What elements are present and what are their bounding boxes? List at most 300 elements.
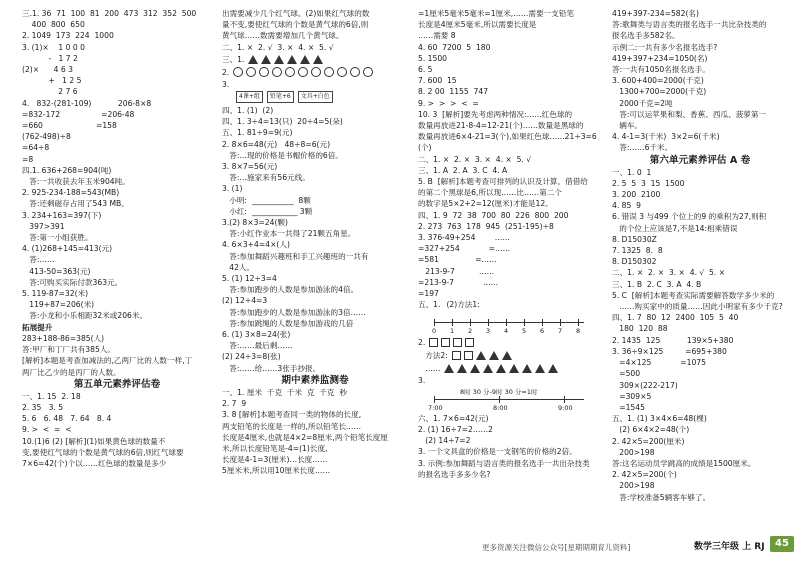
answer-text: 四、1. (1) (2)	[222, 106, 274, 116]
triangle-shape	[457, 364, 467, 373]
answer-text: =309×5	[612, 391, 652, 401]
answer-text: 4. (1)268+145=413(元)	[22, 244, 113, 254]
answer-text: 9. > > > < =	[418, 98, 479, 108]
triangle-shape	[489, 351, 499, 360]
answer-line	[222, 8, 408, 19]
answer-line	[22, 243, 212, 254]
card-box: 4课+组	[236, 91, 263, 103]
answer-text: 200>198	[612, 481, 655, 491]
answer-line	[418, 446, 604, 457]
triangle-shape	[261, 55, 271, 64]
answer-text: 42人。	[222, 262, 255, 272]
answer-text: 5. (1) 12÷3=4	[222, 274, 277, 284]
answer-text: 一、1. 15 2. 18	[22, 391, 81, 401]
answer-text: 答:可购买实际付款363元。	[22, 277, 123, 287]
answer-line	[22, 165, 212, 176]
answer-line	[612, 346, 788, 357]
answer-line	[222, 284, 408, 295]
answer-text: 7. 600 15	[418, 76, 457, 86]
answer-line	[22, 221, 212, 232]
answer-text: 三、1.	[222, 54, 245, 64]
answer-text: 7×6=42(个)个以……红色球的数量是多少	[22, 458, 167, 468]
answer-line	[418, 120, 604, 131]
answer-text: 2. 5 5 3 15 1500	[612, 178, 685, 188]
answer-text: 辆车。	[612, 121, 643, 131]
answer-line	[22, 254, 212, 265]
answer-text: 五、1. (1) 3×4×6=48(棵)	[612, 414, 707, 424]
square-shape	[452, 351, 461, 360]
square-shape	[429, 338, 438, 347]
answer-text: 的报名选手多多少名?	[418, 469, 491, 479]
triangle-shape	[522, 364, 532, 373]
answer-text: 4. 6×3+4=4×(人)	[222, 240, 290, 250]
answer-line	[22, 232, 212, 243]
answer-line	[222, 30, 408, 41]
answer-line	[22, 64, 212, 75]
square-shape	[464, 351, 473, 360]
answer-line	[612, 142, 788, 153]
answer-text: 出需要减少几个红气球。(2)如果红气球的数	[222, 9, 370, 18]
answer-text: 3.	[222, 79, 230, 89]
answer-text: 4. 85 9	[612, 201, 641, 211]
ruler-tick	[506, 319, 507, 326]
answer-line	[418, 277, 604, 288]
column-1	[22, 8, 212, 538]
answer-text: 3. 示例:参加舞蹈与语言类的报名选手一共出杂技类	[418, 458, 590, 468]
answer-line	[22, 367, 212, 378]
answer-text: 答:参加跑步的人数是参加游泳的4倍。	[222, 285, 359, 295]
shape-group	[444, 364, 558, 373]
answer-text: 2. 273 763 178 945 (251-195)÷8	[418, 221, 554, 231]
answer-text: =500	[612, 369, 641, 379]
answer-text: 的第二个黑球是6,所以现……比……第二个	[418, 188, 562, 198]
answer-line	[418, 187, 604, 198]
triangle-shape	[496, 364, 506, 373]
answer-line	[612, 211, 788, 222]
triangle-shape	[274, 55, 284, 64]
answer-line	[612, 200, 788, 211]
answer-text: =327+254 =……	[418, 244, 511, 254]
answer-text: 1300+700=2000(千克)	[612, 87, 707, 97]
answer-text: 397>391	[22, 221, 65, 231]
answer-line	[418, 165, 604, 176]
answer-line	[222, 351, 408, 362]
ruler-line	[430, 310, 604, 336]
answer-text: 量不变,要使红气球的个数是黄气球的6倍,则	[222, 20, 369, 30]
answer-text: 五、1. 81÷9=9(元)	[222, 128, 293, 138]
answer-text: 二、1. × 2. × 3. × 4. × 5. √	[418, 154, 532, 164]
answer-line	[222, 217, 408, 228]
answer-text: (2) 24÷3=8(张)	[222, 352, 281, 362]
answer-line	[612, 245, 788, 256]
answer-line	[222, 228, 408, 239]
answer-line	[222, 183, 408, 194]
answer-text: 数量再放进6×4-21=3(个),如果红色球……21÷3=6	[418, 132, 597, 142]
triangle-shape	[444, 364, 454, 373]
shape-group	[429, 338, 474, 347]
ruler-tick	[452, 319, 453, 326]
triangle-shape	[300, 55, 310, 64]
answer-text: 200>198	[612, 447, 655, 457]
answer-line	[612, 42, 788, 53]
answer-line	[612, 380, 788, 391]
answer-line	[22, 142, 212, 153]
answer-line	[418, 75, 604, 86]
answer-line	[22, 391, 212, 402]
answer-line	[222, 262, 408, 273]
column-2	[222, 8, 408, 538]
answer-text: 3. 600+400=2000(千克)	[612, 76, 704, 86]
answer-text: 小红: ____________ 3颗	[222, 206, 313, 216]
ruler-tick-label: 5	[522, 327, 527, 336]
answer-line	[22, 424, 212, 435]
answer-line	[418, 458, 604, 469]
answer-line	[418, 53, 604, 64]
answer-text: 2. 8×6=48(元) 48÷8=6(元)	[222, 139, 331, 149]
answer-line	[418, 413, 604, 424]
answer-text: (762-498)÷8	[22, 132, 71, 142]
answer-line	[22, 322, 212, 333]
answer-line	[222, 443, 408, 454]
answer-text: - 1 7 2	[22, 53, 78, 63]
answer-line	[418, 19, 604, 30]
answer-line	[418, 98, 604, 109]
answer-text: 变,要使红气球的个数是黄气球的6倍,则红气球要	[22, 447, 184, 457]
answer-line	[612, 256, 788, 267]
triangle-shape	[470, 364, 480, 373]
triangle-shape	[476, 351, 486, 360]
answer-text: 3. (1)	[222, 184, 243, 194]
answer-line	[22, 98, 212, 109]
answer-line	[22, 333, 212, 344]
answer-line	[418, 362, 604, 375]
answer-text: (2) 12÷4=3	[222, 296, 268, 306]
answer-line	[22, 402, 212, 413]
answer-text: 3. 376-49+254 ……	[418, 233, 510, 243]
answer-text: =4×125 =1075	[612, 358, 706, 368]
answer-line	[612, 424, 788, 435]
circle-shape	[337, 67, 347, 77]
answer-text: 3. 234+163=397(下)	[22, 210, 102, 220]
answer-text: 2. 42×5=200(个)	[612, 470, 677, 480]
timeline-tick	[564, 396, 565, 403]
triangle-shape	[509, 364, 519, 373]
circle-shape	[246, 67, 256, 77]
answer-text: (2) 14÷7=2	[418, 436, 471, 446]
answer-line	[612, 223, 788, 234]
answer-line	[418, 469, 604, 480]
answer-text: 六、1. 7×6=42(元)	[418, 413, 489, 423]
answer-text: 413-50=363(元)	[22, 266, 91, 276]
answer-text: ……购买家中的质量……因此小明家有多少千克?	[612, 302, 783, 312]
answer-text: (个)	[418, 143, 432, 153]
triangle-shape	[248, 55, 258, 64]
card-box: 铅笔+6	[267, 91, 294, 103]
circle-shape	[311, 67, 321, 77]
circle-shape	[259, 67, 269, 77]
section-heading	[612, 154, 788, 167]
answer-line	[22, 53, 212, 64]
answer-text: 3. 200 2100	[612, 190, 661, 200]
answer-text: 309×(222-217)	[612, 380, 678, 390]
ruler-tick-label: 7	[558, 327, 563, 336]
answer-text: 283+188-86=385(人)	[22, 333, 105, 343]
answer-line	[222, 307, 408, 318]
answer-text: 数量再放进21-8-4=12-21(个)……数量是黑球的	[418, 121, 584, 131]
answer-line	[222, 239, 408, 250]
answer-line	[22, 8, 212, 19]
answer-line	[612, 189, 788, 200]
column-3	[418, 8, 604, 538]
answer-line	[222, 116, 408, 127]
answer-text: 米,所以长度铅笔是-4=(1)长度,	[222, 443, 328, 453]
answer-line	[612, 267, 788, 278]
answer-line	[418, 254, 604, 265]
ruler-tick	[524, 319, 525, 326]
answer-text: 二、1. × 2. √ 3. × 4. × 5. √	[222, 42, 334, 52]
square-shape	[465, 338, 474, 347]
answer-text: 419+397+234=1050(名)	[612, 53, 708, 63]
answer-line	[612, 8, 788, 19]
answer-text: =213-9-7 ……	[418, 277, 499, 287]
answer-text: 8. D15030Z	[612, 234, 657, 244]
answer-line	[22, 266, 212, 277]
answer-line	[612, 335, 788, 346]
answer-line	[612, 301, 788, 312]
triangle-shape	[483, 364, 493, 373]
answer-text: =64÷8	[22, 143, 50, 153]
answer-text: 答:一共有1050名报名选手。	[612, 65, 710, 75]
card-box: 文具+白色	[298, 91, 333, 103]
answer-line	[612, 75, 788, 86]
answer-line	[418, 131, 604, 142]
answer-text: =660 =158	[22, 121, 117, 131]
answer-text: 答:可以运苹果和梨、香蕉、西瓜、菠萝第一	[612, 109, 767, 119]
answer-text: 三、1. A 2. A 3. C 4. A	[418, 165, 508, 175]
answer-line	[222, 53, 408, 66]
answer-line	[22, 176, 212, 187]
answer-text: [解析]本题是考查加减法的,乙两厂比的人数一样,丁	[22, 356, 193, 366]
footer-watermark: 更多资源关注微信公众号[星期期期育儿资料]	[482, 543, 631, 552]
answer-text: 2. (1) 16÷7=2……2	[418, 424, 493, 434]
circle-shape	[298, 67, 308, 77]
circle-shape	[285, 67, 295, 77]
answer-line	[612, 178, 788, 189]
answer-line	[418, 198, 604, 209]
ruler-tick	[488, 319, 489, 326]
answer-text: 四.1. 636+268=904(吨)	[22, 165, 112, 175]
answer-text: 419+397-234=582(名)	[612, 9, 699, 18]
answer-line	[612, 447, 788, 458]
answer-text: 答:这名运动员学跳高的成绩是1500厘米。	[612, 458, 756, 468]
answer-line	[222, 454, 408, 465]
answer-line	[612, 120, 788, 131]
answer-line	[418, 86, 604, 97]
answer-text: 答:…施家来有56元线。	[222, 173, 310, 183]
answer-text: 10.(1)6 (2) [解析](1)如果黄色球的数量不	[22, 436, 166, 446]
ruler-tick-label: 1	[450, 327, 455, 336]
answer-line	[418, 142, 604, 153]
book-title: 数学三年级 上 RJ	[694, 542, 765, 552]
timeline-tick	[499, 396, 500, 403]
answer-text: 213-9-7 ……	[418, 266, 495, 276]
answer-line	[22, 198, 212, 209]
timeline-note: 8时 30 分-9时 30 分=1时	[460, 387, 538, 396]
answer-text: 一、1. 0 1	[612, 167, 652, 177]
answer-line	[612, 53, 788, 64]
answer-line	[222, 161, 408, 172]
answer-line	[612, 436, 788, 447]
answer-line	[612, 312, 788, 323]
answer-text: 4. 832-(281-109) 206-8×8	[22, 98, 152, 108]
answer-text: 2. 1435 125 139×5+380	[612, 335, 734, 345]
answer-line	[222, 19, 408, 30]
answer-line	[222, 432, 408, 443]
answer-line	[612, 86, 788, 97]
answer-line	[222, 329, 408, 340]
answer-line	[418, 176, 604, 187]
timeline-label: 9:00	[558, 403, 573, 412]
answer-text: 答:小红作业本一共得了21颗五角星。	[222, 229, 356, 239]
answer-line	[418, 266, 604, 277]
answer-line	[418, 349, 604, 362]
answer-line	[222, 295, 408, 306]
ruler-tick-label: 8	[576, 327, 581, 336]
answer-text: 两厂比乙少的是丙厂的人数。	[22, 367, 121, 377]
answer-line	[612, 167, 788, 178]
answer-line	[418, 375, 604, 412]
answer-line	[612, 323, 788, 334]
answer-text: 5. 119-87=32(米)	[22, 289, 89, 299]
answer-line	[22, 19, 212, 30]
answer-line	[612, 98, 788, 109]
answer-text: 答:……最后剩……	[222, 341, 293, 351]
answer-text: 四、1. 7 80 12 2400 105 5 40	[612, 313, 739, 323]
answer-line	[612, 469, 788, 480]
answer-line	[222, 195, 408, 206]
answer-text: 四、1. 9 72 38 700 80 226 800 200	[418, 210, 569, 220]
answer-line	[418, 336, 604, 349]
answer-line	[222, 465, 408, 476]
answer-text: 4. 60 7200 5 180	[418, 42, 491, 52]
answer-text: 3. 36÷9×125 =695+380	[612, 346, 727, 356]
answer-line	[22, 436, 212, 447]
answer-text: 方法2:	[418, 351, 448, 361]
answer-line	[418, 210, 604, 221]
answer-line	[418, 30, 604, 41]
answer-text: 答:歌舞类与语言类的报名选手一共比杂技类的	[612, 20, 767, 30]
answer-text: 2.	[418, 338, 426, 348]
answer-text: 答:还剩磁存占用了543 MB。	[22, 199, 129, 209]
timeline-label: 7:00	[428, 403, 443, 412]
answer-line	[222, 398, 408, 409]
answer-text: ……	[418, 364, 441, 374]
triangle-shape	[287, 55, 297, 64]
answer-text: 答:……给……3张手抄报。	[222, 363, 321, 373]
answer-line	[612, 131, 788, 142]
answer-text: =197	[418, 289, 439, 299]
answer-line	[612, 290, 788, 301]
answer-text: 第六单元素养评估 A 卷	[649, 154, 751, 166]
answer-text: 五、1.	[418, 300, 441, 310]
answer-text: 6. 5	[418, 65, 433, 75]
timeline-label: 8:00	[493, 403, 508, 412]
answer-line	[22, 210, 212, 221]
ruler-tick-label: 6	[540, 327, 545, 336]
answer-line	[418, 288, 604, 299]
answer-line	[222, 318, 408, 329]
answer-text: 8. 2 00 1155 747	[418, 87, 489, 97]
answer-text: 2 7 6	[22, 87, 78, 97]
answer-line	[22, 42, 212, 53]
answer-line	[612, 30, 788, 41]
answer-line	[418, 154, 604, 165]
answer-text: 长度是4厘米,也就是4×2=8厘米,两个铅笔长度厘	[222, 432, 388, 442]
answer-text: 7. 1325 8. 8	[612, 246, 663, 256]
answer-line	[222, 172, 408, 183]
answer-text: + 1 2 5	[22, 76, 82, 86]
answer-line	[22, 120, 212, 131]
answer-text: 答:学校准备5辆客车够了。	[612, 492, 711, 502]
circle-shape	[350, 67, 360, 77]
answer-line	[222, 387, 408, 398]
ruler-tick-label: 3	[486, 327, 491, 336]
triangle-shape	[313, 55, 323, 64]
answer-line	[22, 344, 212, 355]
answer-text: 2. 7 9	[222, 399, 247, 409]
answer-text: 答:一共收获去年玉米904吨。	[22, 177, 130, 187]
circle-shape	[324, 67, 334, 77]
answer-text: 的个位上应该是7,不是14:相乘错误	[612, 223, 738, 233]
timeline-tick	[434, 396, 435, 403]
answer-text: 答:第一小组获胜。	[22, 233, 93, 243]
answer-line	[222, 105, 408, 116]
answer-text: 9. > < = <	[22, 425, 72, 435]
answer-text: 黄气球……数需要增加几个黄气球。	[222, 31, 344, 41]
answer-text: =8	[22, 154, 34, 164]
answer-text: 答:甲厂和丁厂共有385人。	[22, 345, 115, 355]
answer-line	[22, 447, 212, 458]
answer-text: 3. 一个文具盒的价格是一支钢笔的价格的2倍。	[418, 447, 577, 457]
circle-shape	[233, 67, 243, 77]
answer-text: 5厘米米,所以用10厘米长度……	[222, 466, 331, 476]
answer-line	[222, 66, 408, 79]
answer-line	[22, 355, 212, 366]
answer-line	[612, 413, 788, 424]
answer-text: 3. 8 [解析]本题考查同一类的物体的长度,	[222, 410, 362, 420]
answer-line	[612, 357, 788, 368]
answer-line	[222, 150, 408, 161]
answer-line	[222, 42, 408, 53]
answer-line	[612, 368, 788, 379]
answer-line	[222, 251, 408, 262]
ruler-tick	[578, 319, 579, 326]
method-label: (2)方法1:	[446, 300, 480, 310]
answer-text: 180 120 88	[612, 324, 668, 334]
section-heading	[222, 374, 408, 387]
answer-text: 4. 4-1=3(千米) 3×2=6(千米)	[612, 132, 720, 142]
answer-line	[222, 273, 408, 284]
answer-line	[22, 109, 212, 120]
answer-text: 的数字是5×2+2=12(厘米)才能是12。	[418, 199, 553, 209]
answer-text: ……需要 8	[418, 31, 456, 41]
answer-line	[418, 221, 604, 232]
ruler-tick-label: 2	[468, 327, 473, 336]
answer-line	[612, 64, 788, 75]
section-heading	[22, 378, 212, 391]
ruler-tick-label: 0	[432, 327, 437, 336]
answer-line	[22, 30, 212, 41]
